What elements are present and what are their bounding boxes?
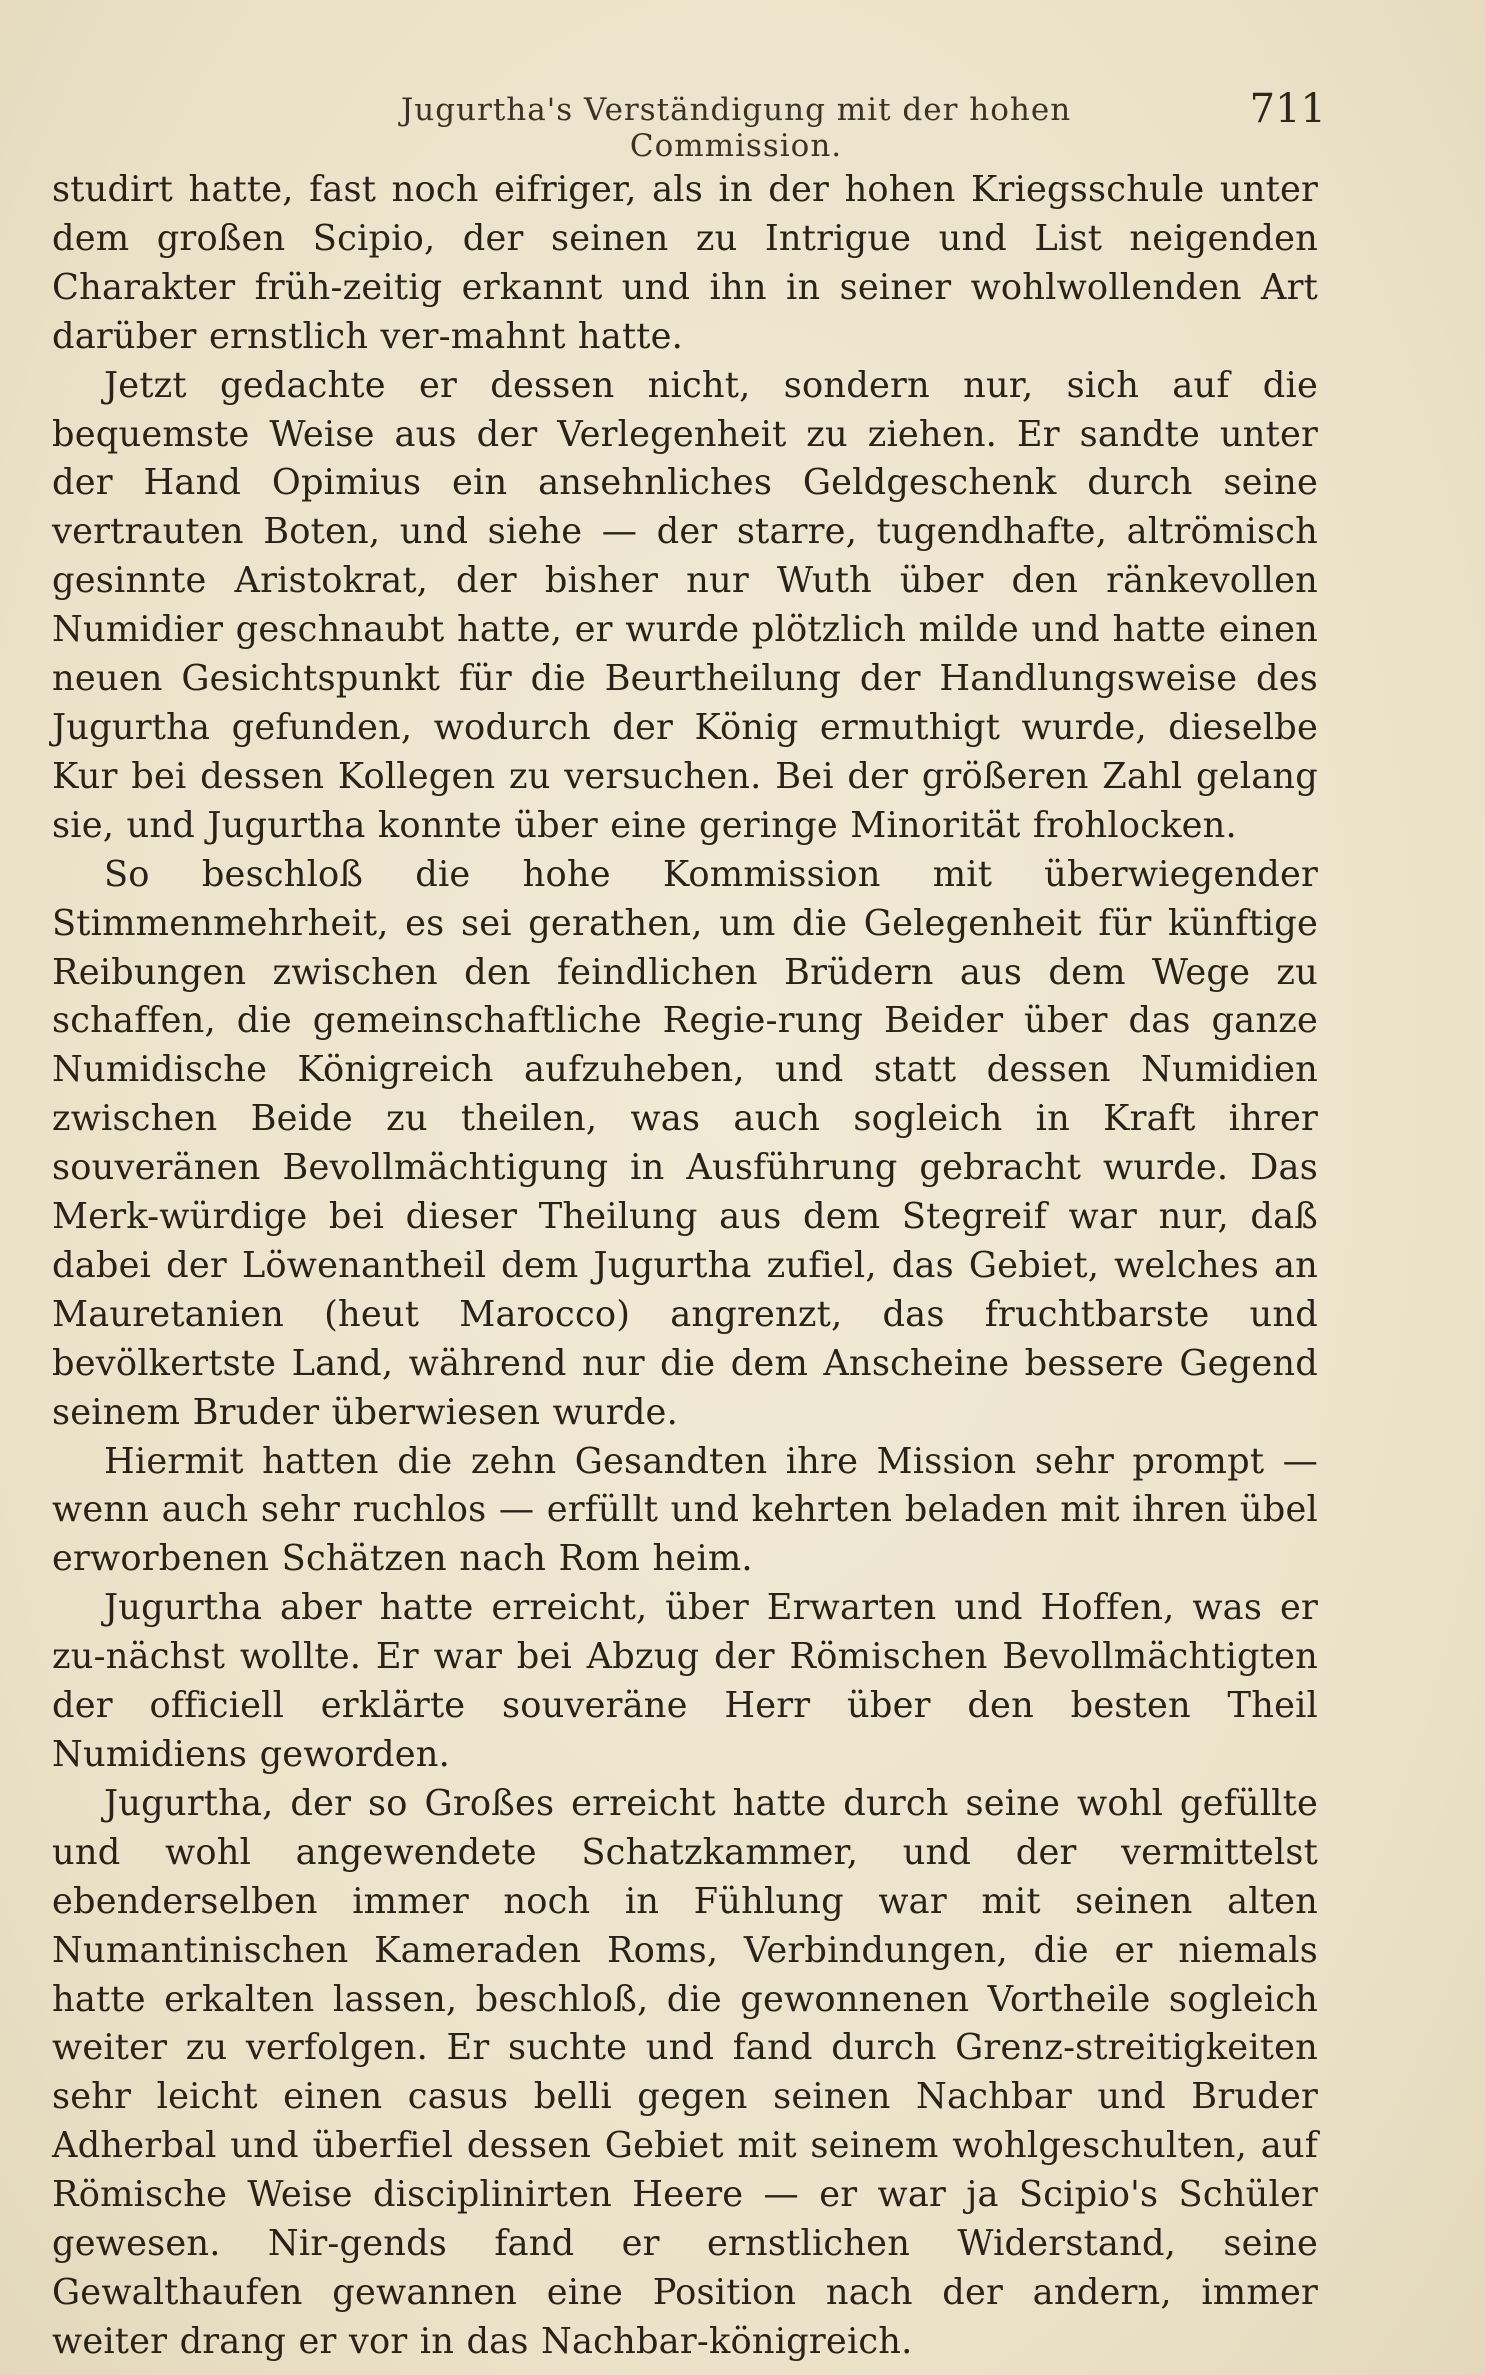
paragraph-2: Jetzt gedachte er dessen nicht, sondern nur, sich auf die bequemste Weise aus der Verlegenheit zu ziehen. Er sandte unter der Hand Opimius ein ansehnliches Geldgeschenk durch seine vertrauten Boten, und siehe — der starre, tugendhafte, altrömisch gesinnte Aristokrat, der bisher nur Wuth über den ränkevollen Numidier geschnaubt hatte, er wurde plötzlich milde und hatte einen neuen Gesichtspunkt für die Beurtheilung der Handlungsweise des Jugurtha gefunden, wodurch der König ermuthigt wurde, dieselbe Kur bei dessen Kollegen zu versuchen. Bei der größeren Zahl gelang sie, und Jugurtha konnte über eine geringe Minorität frohlocken.	[52, 364, 1318, 846]
paragraph-6: Jugurtha, der so Großes erreicht hatte durch seine wohl gefüllte und wohl angewendete Schatzkammer, und der vermittelst ebenderselben immer noch in Fühlung war mit seinen alten Numantinischen Kameraden Roms, Verbindungen, die er niemals hatte erkalten lassen, beschloß, die gewonnenen Vortheile sogleich weiter zu verfolgen. Er suchte und fand durch Grenz-streitigkeiten sehr leicht einen casus belli gegen seinen Nachbar und Bruder Adherbal und überfiel dessen Gebiet mit seinem wohlgeschulten, auf Römische Weise disciplinirten Heere — er war ja Scipio's Schüler gewesen. Nir-gends fand er ernstlichen Widerstand, seine Gewalthaufen gewannen eine Position nach der andern, immer weiter drang er vor in das Nachbar-königreich.	[52, 1782, 1318, 2362]
running-title: Jugurtha's Verständigung mit der hohen Commission.	[400, 92, 1072, 164]
page-number: 711	[1249, 86, 1326, 132]
paragraph-5: Jugurtha aber hatte erreicht, über Erwarten und Hoffen, was er zu-nächst wollte. Er war bei Abzug der Römischen Bevollmächtigten der officiell erklärte souveräne Herr über den besten Theil Numidiens geworden.	[52, 1587, 1318, 1775]
page-header	[56, 86, 1326, 164]
paragraph-4: Hiermit hatten die zehn Gesandten ihre Mission sehr prompt — wenn auch sehr ruchlos — erfüllt und kehrten beladen mit ihren übel erworbenen Schätzen nach Rom heim.	[52, 1440, 1318, 1580]
body-text	[52, 166, 1318, 2367]
paragraph-1: studirt hatte, fast noch eifriger, als in der hohen Kriegsschule unter dem großen Scipio, der seinen zu Intrigue und List neigenden Charakter früh-zeitig erkannt und ihn in seiner wohlwollenden Art darüber ernstlich ver-mahnt hatte.	[52, 169, 1318, 357]
paragraph-3: So beschloß die hohe Kommission mit überwiegender Stimmenmehrheit, es sei gerathen, um die Gelegenheit für künftige Reibungen zwischen den feindlichen Brüdern aus dem Wege zu schaffen, die gemeinschaftliche Regie-rung Beider über das ganze Numidische Königreich aufzuheben, und statt dessen Numidien zwischen Beide zu theilen, was auch sogleich in Kraft ihrer souveränen Bevollmächtigung in Ausführung gebracht wurde. Das Merk-würdige bei dieser Theilung aus dem Stegreif war nur, daß dabei der Löwenantheil dem Jugurtha zufiel, das Gebiet, welches an Mauretanien (heut Marocco) angrenzt, das fruchtbarste und bevölkertste Land, während nur die dem Anscheine bessere Gegend seinem Bruder überwiesen wurde.	[52, 853, 1318, 1433]
